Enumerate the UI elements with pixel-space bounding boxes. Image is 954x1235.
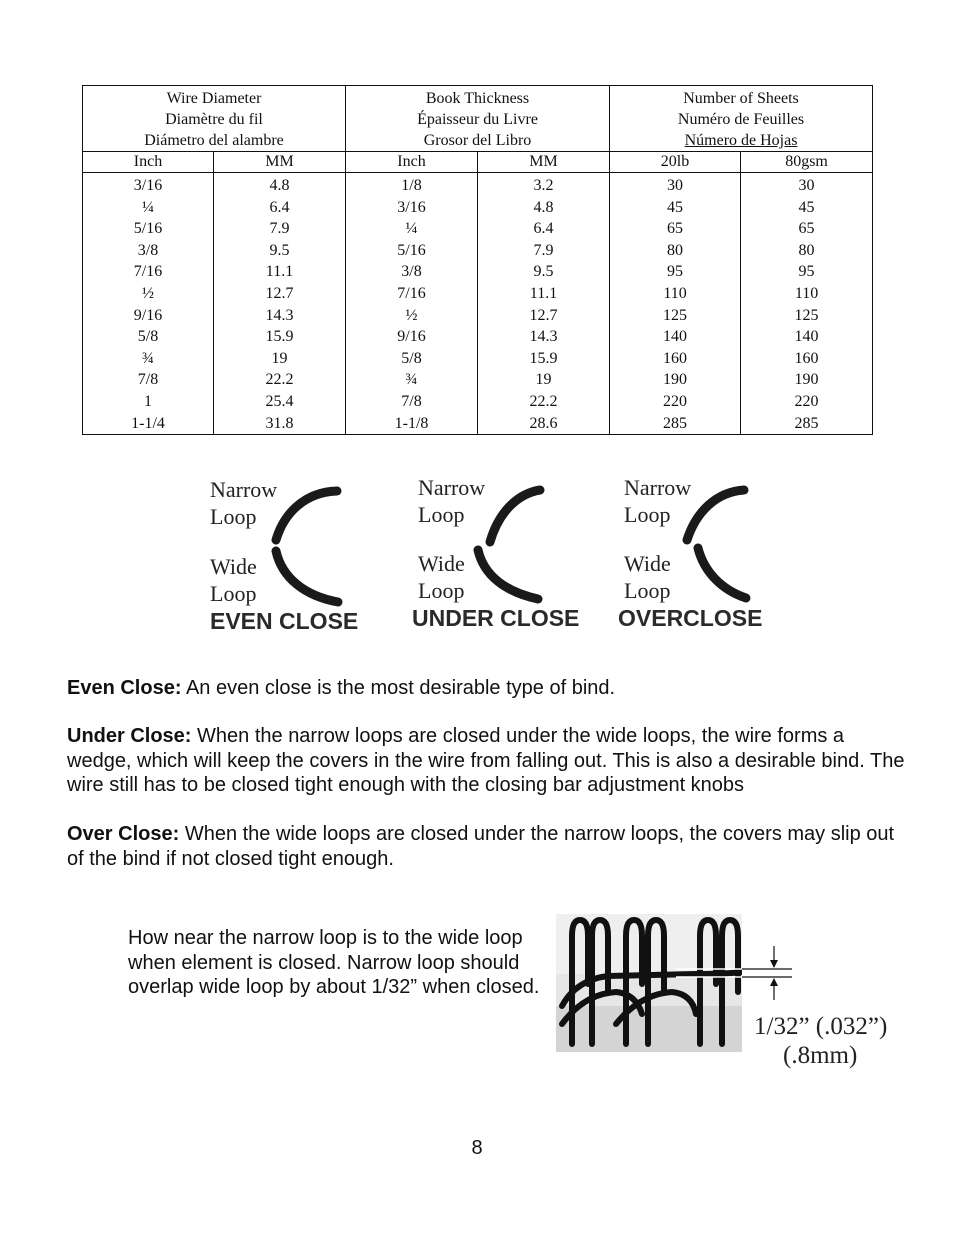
subheader-mm: MM [214, 152, 346, 173]
table-cell: 285 [794, 414, 819, 432]
header-line: Wire Diameter [166, 90, 262, 107]
col-wire-inch [83, 173, 214, 435]
loop-arc-icon [624, 468, 804, 618]
header-line: Épaisseur du Livre [417, 111, 538, 128]
table-cell: ½ [405, 306, 418, 324]
table-cell: 12.7 [265, 284, 294, 302]
table-cell: 5/16 [397, 241, 426, 259]
table-cell: 65 [667, 220, 684, 238]
caption-under-close: UNDER CLOSE [412, 605, 580, 631]
table-cell: 1 [144, 392, 152, 410]
wide-label: Wide [624, 551, 671, 576]
table-cell: 7/16 [397, 284, 426, 302]
table-cell: 125 [794, 306, 819, 324]
subheader-20lb: 20lb [610, 152, 741, 173]
table-cell: 1-1/8 [394, 414, 429, 432]
diagram-even-close [210, 468, 390, 638]
table-cell: ¾ [405, 371, 418, 389]
table-cell: 3.2 [533, 177, 554, 194]
table-cell: 45 [798, 198, 815, 216]
measurement-arrows-icon [742, 940, 796, 1000]
paragraph-even-close [67, 676, 912, 701]
paragraph-text: An even close is the most desirable type of bind. [181, 677, 616, 699]
table-subheader-row [83, 152, 873, 173]
header-line: Numéro de Feuilles [677, 111, 805, 128]
header-line: Número de Hojas [684, 132, 798, 149]
paragraph-label: Even Close: [67, 677, 182, 699]
subheader-inch: Inch [346, 152, 478, 173]
table-cell: 160 [663, 349, 688, 367]
wide-label: Wide [210, 554, 257, 579]
table-cell: 220 [663, 392, 688, 410]
table-cell: 220 [794, 392, 819, 410]
header-line: Book Thickness [425, 90, 530, 107]
group-header-book-thickness [346, 86, 610, 152]
table-cell: 9.5 [269, 241, 290, 259]
overlap-note: How near the narrow loop is to the wide loop when element is closed. Narrow loop should overlap wide loop by about 1/32” when closed. [128, 927, 540, 998]
table-cell: 160 [794, 349, 819, 367]
table-cell: 3/8 [137, 241, 159, 259]
table-cell: 4.8 [269, 177, 290, 194]
table-cell: 80 [667, 241, 684, 259]
caption-overclose: OVERCLOSE [618, 605, 763, 631]
table-cell: 9/16 [397, 328, 426, 346]
header-line: Grosor del Libro [423, 132, 532, 149]
narrow-label: Loop [418, 502, 465, 527]
table-body-row [83, 173, 873, 435]
table-cell: 7/8 [137, 371, 159, 389]
table-cell: 1/8 [401, 177, 422, 194]
table-cell: 31.8 [265, 414, 294, 432]
loop-arc-icon [418, 468, 598, 618]
table-cell: ¼ [405, 220, 418, 238]
table-cell: 11.1 [529, 284, 558, 302]
narrow-label: Narrow [210, 477, 278, 502]
wide-label: Loop [210, 581, 257, 606]
col-book-inch [346, 173, 478, 435]
wide-label: Loop [418, 578, 465, 603]
table-cell: 95 [798, 263, 815, 281]
table-cell: 45 [667, 198, 684, 216]
table-cell: 30 [667, 177, 684, 194]
table-cell: 4.8 [533, 198, 554, 216]
table-cell: 19 [535, 371, 552, 389]
header-line: Diamètre du fil [165, 111, 263, 128]
table-cell: 12.7 [529, 306, 558, 324]
diagram-overclose [618, 468, 804, 638]
loop-arc-icon [210, 468, 390, 618]
table-cell: 5/16 [133, 220, 163, 238]
table-cell: ½ [142, 284, 154, 302]
table-cell: 3/16 [397, 198, 426, 216]
narrow-label: Loop [624, 502, 671, 527]
measurement-mm: (.8mm) [783, 1042, 858, 1069]
narrow-label: Loop [210, 504, 257, 529]
table-cell: 22.2 [529, 392, 558, 410]
col-sheets-80gsm [741, 173, 873, 435]
table-cell: 7/8 [401, 392, 422, 410]
table-cell: 140 [794, 328, 819, 346]
wide-label: Loop [624, 578, 671, 603]
narrow-label: Narrow [624, 475, 692, 500]
table-cell: 110 [663, 284, 687, 302]
table-cell: 65 [798, 220, 815, 238]
paragraph-label: Over Close: [67, 823, 180, 845]
narrow-label: Narrow [418, 475, 486, 500]
table-cell: ¾ [142, 349, 154, 367]
table-cell: ¼ [142, 198, 154, 216]
wire-loop-photo [556, 914, 742, 1052]
table-cell: 190 [794, 371, 819, 389]
table-cell: 285 [663, 414, 688, 432]
table-cell: 9.5 [533, 263, 554, 281]
table-cell: 11.1 [265, 263, 294, 281]
table-cell: 110 [794, 284, 819, 302]
table-cell: 190 [663, 371, 688, 389]
table-cell: 28.6 [529, 414, 558, 432]
paragraph-label: Under Close: [67, 725, 192, 747]
paragraph-text: When the wide loops are closed under the narrow loops, the covers may slip out of the bind if not closed tight enough. [67, 823, 895, 870]
table-cell: 3/8 [401, 263, 422, 281]
subheader-mm: MM [478, 152, 610, 173]
table-cell: 7.9 [533, 241, 554, 259]
header-line: Diámetro del alambre [144, 132, 284, 149]
diagram-under-close [412, 468, 598, 638]
col-wire-mm [214, 173, 346, 435]
table-cell: 19 [271, 349, 288, 367]
table-cell: 125 [663, 306, 688, 324]
group-header-number-of-sheets [610, 86, 873, 152]
table-cell: 7/16 [133, 263, 163, 281]
table-cell: 22.2 [265, 371, 294, 389]
table-cell: 140 [663, 328, 688, 346]
paragraph-text: When the narrow loops are closed under the wide loops, the wire forms a wedge, which will keep the covers in the wire from falling out. This is also a desirable bind. The wire still has to be closed tight enough with the closing bar adjustment knobs [67, 725, 905, 796]
table-cell: 3/16 [133, 177, 163, 194]
wire-spec-table [82, 85, 873, 435]
table-cell: 6.4 [269, 198, 290, 216]
table-cell: 7.9 [269, 220, 290, 238]
wide-label: Wide [418, 551, 465, 576]
subheader-inch: Inch [83, 152, 214, 173]
caption-even-close: EVEN CLOSE [210, 608, 359, 634]
col-book-mm [478, 173, 610, 435]
table-cell: 95 [667, 263, 684, 281]
table-cell: 15.9 [529, 349, 558, 367]
page-number: 8 [471, 1137, 483, 1159]
table-cell: 14.3 [265, 306, 294, 324]
header-line: Number of Sheets [683, 90, 799, 107]
paragraph-over-close [67, 822, 912, 871]
paragraph-under-close [67, 724, 912, 798]
table-cell: 1-1/4 [131, 414, 165, 432]
table-cell: 5/8 [401, 349, 422, 367]
table-cell: 30 [798, 177, 815, 194]
table-group-header-row [83, 86, 873, 152]
table-cell: 6.4 [533, 220, 554, 238]
table-cell: 80 [798, 241, 815, 259]
table-cell: 5/8 [137, 328, 159, 346]
table-cell: 9/16 [133, 306, 163, 324]
table-cell: 25.4 [265, 392, 294, 410]
measurement-inches: 1/32” (.032”) [754, 1013, 888, 1040]
table-cell: 15.9 [265, 328, 294, 346]
group-header-wire-diameter [83, 86, 346, 152]
col-sheets-20lb [610, 173, 741, 435]
subheader-80gsm: 80gsm [741, 152, 873, 173]
table-cell: 14.3 [529, 328, 558, 346]
